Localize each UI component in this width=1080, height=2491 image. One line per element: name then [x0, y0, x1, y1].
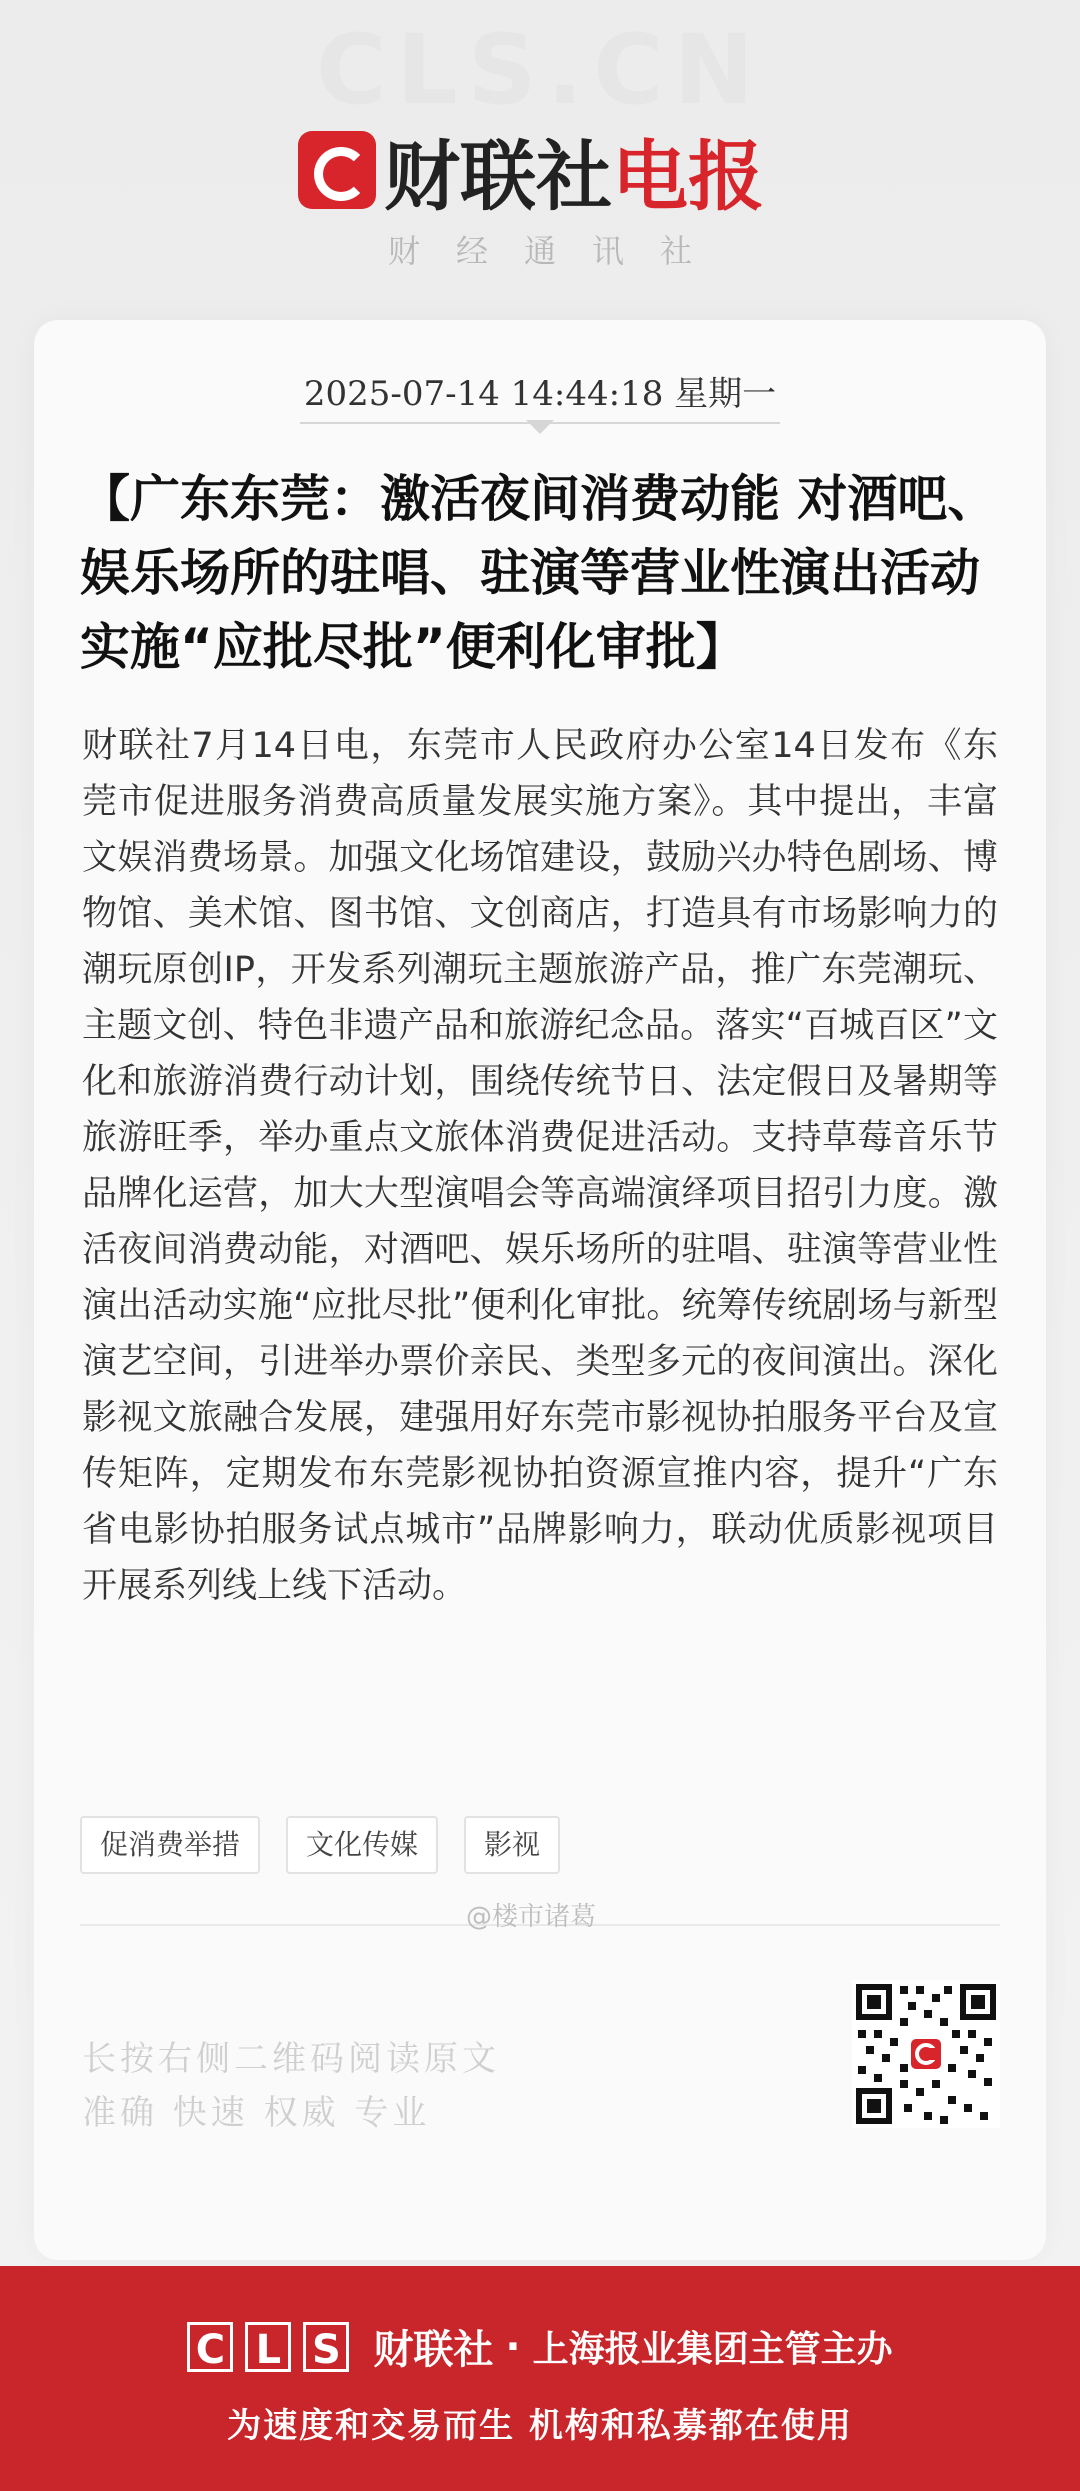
banner-dot: ·: [505, 2323, 521, 2370]
qr-code-icon[interactable]: [852, 1980, 1000, 2128]
banner-subtitle: 上海报业集团主管主办: [532, 2329, 893, 2370]
brand-c-icon: [298, 131, 376, 209]
article-headline: 【广东东莞：激活夜间消费动能 对酒吧、娱乐场所的驻唱、驻演等营业性演出活动实施“应批尽批”便利化审批】: [80, 470, 998, 676]
brand-suffix: 电报: [612, 131, 764, 221]
brand-name: 财联社: [384, 131, 612, 221]
article-datetime: 2025-07-14 14:44:18 星期一: [303, 374, 777, 414]
tag-item[interactable]: 影视: [464, 1816, 560, 1874]
bottom-banner: [0, 2266, 1080, 2491]
tag-list: [80, 1816, 560, 1874]
brand-subtitle: 财经通讯社: [387, 232, 728, 270]
banner-brand-row: [0, 2318, 1080, 2375]
cls-letter-box: L: [245, 2322, 291, 2372]
footer-hint: [82, 2032, 500, 2140]
cls-watermark: CLS.CN: [315, 14, 765, 126]
slogan-keywords: 准确 快速 权威 专业: [82, 2093, 431, 2133]
banner-brand-name: 财联社: [373, 2327, 494, 2373]
brand-logo: [298, 125, 764, 221]
cls-letter-box: C: [187, 2322, 233, 2372]
qr-hint-text: 长按右侧二维码阅读原文: [82, 2039, 500, 2079]
banner-slogan: 为速度和交易而生 机构和私募都在使用: [227, 2406, 853, 2446]
tag-item[interactable]: 促消费举措: [80, 1816, 260, 1874]
article-body: 财联社7月14日电，东莞市人民政府办公室14日发布《东莞市促进服务消费高质量发展实施方案》。其中提出，丰富文娱消费场景。加强文化场馆建设，鼓励兴办特色剧场、博物馆、美术馆、图书馆、文创商店，打造具有市场影响力的潮玩原创IP，开发系列潮玩主题旅游产品，推广东莞潮玩、主题文创、特色非遗产品和旅游纪念品。落实“百城百区”文化和旅游消费行动计划，围绕传统节日、法定假日及暑期等旅游旺季，举办重点文旅体消费促进活动。支持草莓音乐节品牌化运营，加大大型演唱会等高端演绎项目招引力度。激活夜间消费动能，对酒吧、娱乐场所的驻唱、驻演等营业性演出活动实施“应批尽批”便利化审批。统筹传统剧场与新型演艺空间，引进举办票价亲民、类型多元的夜间演出。深化影视文旅融合发展，建强用好东莞市影视协拍服务平台及宣传矩阵，定期发布东莞影视协拍资源宣推内容，提升“广东省电影协拍服务试点城市”品牌影响力，联动优质影视项目开展系列线上线下活动。: [82, 726, 998, 1606]
datetime-notch-icon: [526, 420, 554, 434]
cls-letter-box: S: [303, 2322, 349, 2372]
weibo-watermark: @楼市诸葛: [466, 1902, 597, 1932]
tag-item[interactable]: 文化传媒: [286, 1816, 438, 1874]
